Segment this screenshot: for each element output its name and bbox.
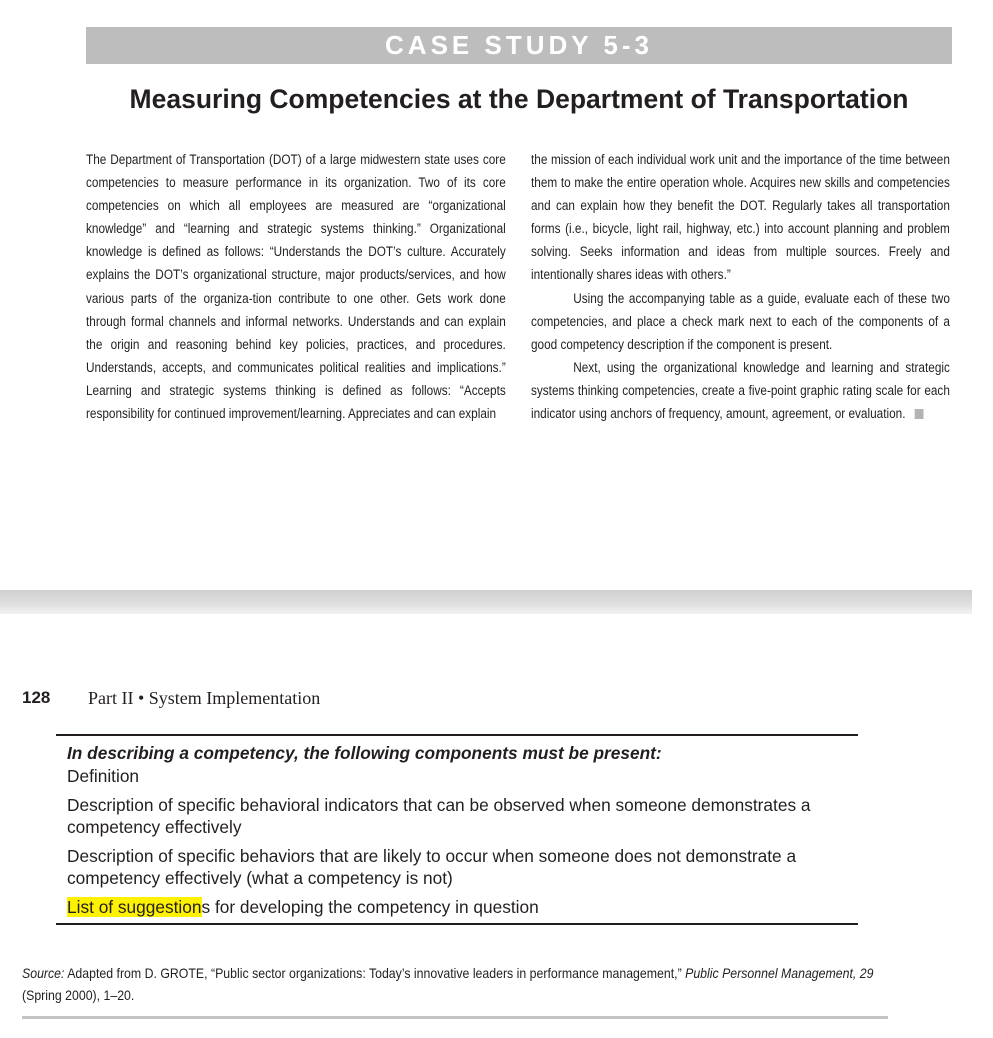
page-number: 128 [22,688,51,707]
competency-table [56,734,858,925]
right-paragraph-3 [531,356,950,425]
competency-row-suggestions [67,896,858,918]
suggestions-rest-text: s for developing the competency in question [201,897,539,917]
end-mark-icon [914,409,923,419]
bottom-rule [22,1016,888,1019]
source-text-1: Adapted from D. GROTE, “Public sector organizations: Today’s innovative leaders in performance management,” [64,965,686,981]
right-paragraph-2: Using the accompanying table as a guide, evaluate each of these two competencies, and place a check mark next to each of the components of a good competency description if the component is present. [531,290,950,352]
competency-row-not-demonstrated: Description of specific behaviors that are likely to occur when someone does not demonstrate a competency effectively (what a competency is not) [67,846,797,888]
case-study-banner: CASE STUDY 5-3 [86,27,952,64]
competency-row-definition: Definition [67,766,140,786]
left-column [86,148,506,494]
source-label: Source: [22,965,65,981]
highlighted-text: List of suggestion [67,897,202,917]
left-paragraph: The Department of Transportation (DOT) of a large midwestern state uses core competencies to measure performance in its organization. Two of its core competencies on which all employees are measured are “organizational knowledge” and “learning and strategic systems thinking.” Organizational knowledge is defined as follows: “Understands the DOT’s culture. Accurately explains the DOT’s organizational structure, major products/services, and how various parts of the organiza-tion contribute to one other. Gets work done through formal channels and informal networks. Understands and can explain the origin and reasoning behind key policies, practices, and procedures. Understands, accepts, and communicates political realities and implications.” Learning and strategic systems thinking is defined as follows: “Accepts responsibility for continued improvement/learning. Appreciates and can explain [86,152,506,422]
source-journal: Public Personnel Management, 29 [685,965,874,981]
source-text-2: (Spring 2000), 1–20. [22,987,135,1003]
case-study-title: Measuring Competencies at the Department of Transportation [129,84,909,114]
right-paragraph-1: the mission of each individual work unit and the importance of the time between them to make the entire operation whole. Acquires new skills and competencies and can explain how they benefit the DOT. Regularly takes all transportation forms (i.e., bicycle, light rail, highway, etc.) into account planning and problem solving. Seeks information and ideas from multiple sources. Freely and intentionally shares ideas with others.” [531,152,950,283]
right-column [531,148,950,494]
competency-table-heading: In describing a competency, the following components must be present: [67,743,662,763]
page-separator [0,590,972,614]
source-note [22,962,902,1006]
competency-row-behavioral-indicators: Description of specific behavioral indicators that can be observed when someone demonstrates a competency effectively [67,795,811,837]
running-head: Part II • System Implementation [88,688,321,708]
right-paragraph-3-text: Next, using the organizational knowledge and learning and strategic systems thinking competencies, create a five-point graphic rating scale for each indicator using anchors of frequency, amount, agreement, or evaluation. [531,359,950,422]
